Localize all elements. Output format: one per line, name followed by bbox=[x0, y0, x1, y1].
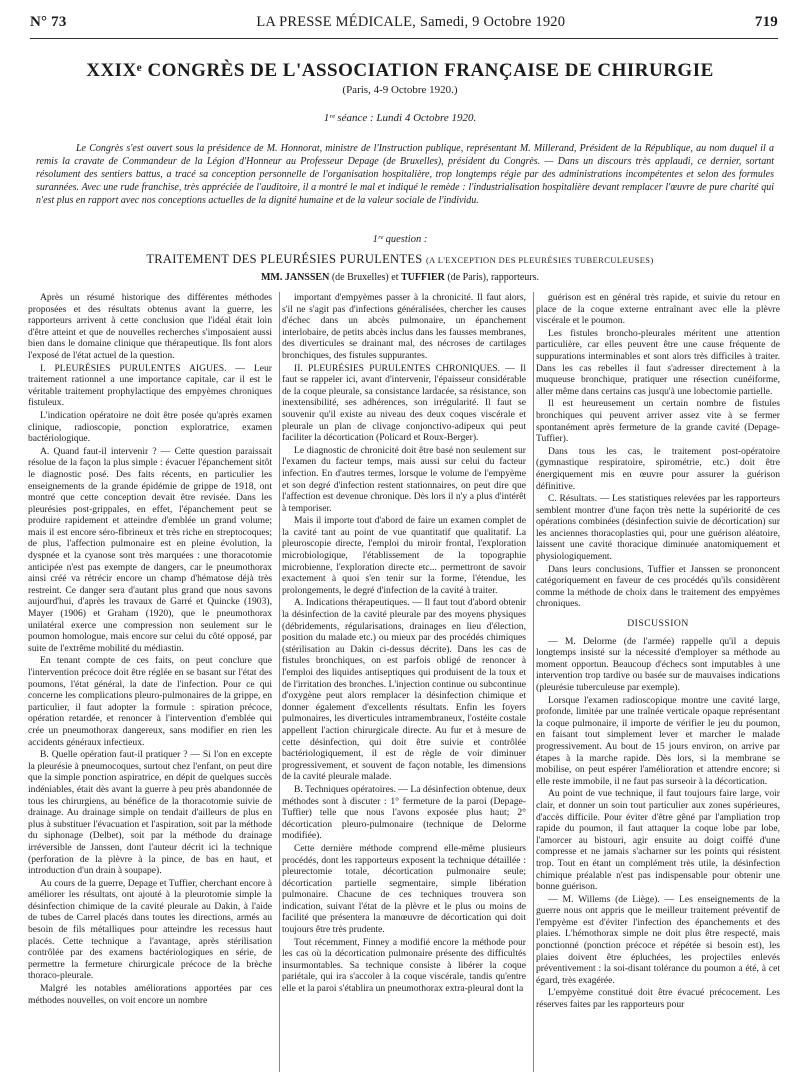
column-divider bbox=[533, 292, 534, 1072]
congress-title: XXIXᵉ CONGRÈS DE L'ASSOCIATION FRANÇAISE DE CHIRURGIE bbox=[86, 60, 714, 81]
issue-number: N° 73 bbox=[30, 14, 67, 30]
question-label: 1ʳᵉ question : bbox=[372, 234, 428, 245]
rapporteur-janssen-place: (de Bruxelles) et bbox=[329, 272, 401, 283]
paragraph: — M. Willems (de Liège). — Les enseignements de la guerre nous ont appris que le meilleur traitement préventif de l'empyème est d'éviter l'infection des épanchements et des plaies. L'hémothorax simple ne doit plus être respecté, mais ponctionné (ponction précoce et répétée si besoin est), les plaies doivent être épluchées, les projectiles enlevés préventivement : la soi-disant tolérance du poumon a été, à cet égard, très exagérée. bbox=[536, 893, 780, 986]
intro-paragraph: Le Congrès s'est ouvert sous la présidence de M. Honnorat, ministre de l'Instruction publique, représentant M. Millerand, Président de la République, au nom duquel il a remis la cravate de Commandeur de la Légion d'Honneur au Professeur Depage (de Bruxelles), président du Congrès. — Dans un discours très applaudi, ce dernier, sortant résolument des sentiers battus, a tracé sa conception personnelle de l'organisation hospitalière, trop longtemps régie par des administrations incompétentes et selon des formules surannées. Avec une rude franchise, très appréciée de l'auditoire, il a montré le mal et indiqué le remède : l'industrialisation hospitalière devant remplacer l'œuvre de pure charité qui n'est plus en rapport avec nos conceptions actuelles de la dignité humaine et de la valeur sociale de l'individu. bbox=[36, 143, 774, 206]
paragraph: Le diagnostic de chronicité doit être basé non seulement sur l'examen du facteur temps, mais aussi sur celui du facteur infection. En d'autres termes, lorsque le volume de l'empyème et son degré d'infection restent stationnaires, on peut dire que l'affection est devenue chronique. Dès lors il n'y a plus d'intérêt à temporiser. bbox=[282, 444, 526, 514]
rapporteur-janssen: MM. JANSSEN bbox=[260, 272, 330, 283]
paragraph: Dans tous les cas, le traitement post-opératoire (gymnastique respiratoire, spirométrie, etc.) doit être énergiquement mis en œuvre pour assurer la guérison définitive. bbox=[536, 445, 780, 492]
paragraph: Lorsque l'examen radioscopique montre une cavité large, profonde, limitée par une traînée verticale opaque représentant la coque pulmonaire, il importe de vérifier le jeu du poumon, en faisant tout simplement lever et marcher le malade progressivement. Au bout de 15 jours environ, on arrive par étapes à la marche rapide. Dès lors, si la membrane se mobilise, on peut espérer l'amélioration et attendre encore; si elle reste immobile, il ne faut pas surseoir à la décortication. bbox=[536, 694, 780, 787]
paragraph: Mais il importe tout d'abord de faire un examen complet de la cavité tant au point de vue quantitatif que qualitatif. La pleuroscopie directe, l'emploi du miroir frontal, l'exploration microbiologique, l'établissement de la topographie microbienne, l'exploration directe etc... permettront de savoir exactement à quoi s'en tenir sur la forme, l'étendue, les prolongements, le degré d'infection de la cavité à traiter. bbox=[282, 515, 526, 596]
column-divider bbox=[279, 292, 280, 1072]
session-label: 1ʳᵉ séance : Lundi 4 Octobre 1920. bbox=[323, 112, 477, 124]
paragraph: Dans leurs conclusions, Tuffier et Janssen se prononcent catégoriquement en faveur de ces procédés qu'ils considèrent comme la méthode de choix dans le traitement des empyèmes chroniques. bbox=[536, 563, 780, 610]
paragraph: B. Techniques opératoires. — La désinfection obtenue, deux méthodes sont à discuter : 1° fermeture de la paroi (Depage-Tuffier) telle que nous l'avons exposée plus haut; 2° décortication pleuro-pulmonaire (technique de Delorme modifiée). bbox=[282, 783, 526, 842]
rapporteur-tuffier: TUFFIER bbox=[400, 272, 445, 283]
paragraph: Au cours de la guerre, Depage et Tuffier, cherchant encore à améliorer les résultats, ont ajouté à la pleurotomie simple la désinfection chimique de la cavité pleurale au Dakin, à l'aide de tubes de Carrel placés dans toutes les directions, armés au besoin de fils métalliques pour atteindre les recessus haut placés. Cette technique a l'avantage, après stérilisation contrôlée par des examens bactériologiques en série, de permettre la fermeture chirurgicale précoce de la brèche thoraco-pleurale. bbox=[28, 877, 272, 982]
journal-title: LA PRESSE MÉDICALE, Samedi, 9 Octobre 1920 bbox=[256, 14, 566, 30]
paragraph: Après un résumé historique des différentes méthodes proposées et des résultats obtenus avant la guerre, les rapporteurs arrivent à cette conclusion que l'idéal était loin d'être atteint et que de nouvelles recherches s'imposaient aussi bien dans le domaine clinique que thérapeutique. Ils font alors l'exposé de l'état actuel de la question. bbox=[28, 292, 272, 361]
paragraph: L'empyème constitué doit être évacué précocement. Les réserves faites par les rapporteurs pour bbox=[536, 987, 780, 1011]
paragraph: Tout récemment, Finney a modifié encore la méthode pour les cas où la décortication pulmonaire présente des difficultés insurmontables. Sa technique consiste à libérer la coque pariétale, qui ira s'accoler à la coque viscérale, tandis qu'entre elle et la paroi s'établira un pneumothorax extra-pleural dont la bbox=[282, 936, 526, 995]
paragraph: Au point de vue technique, il faut toujours faire large, voir clair, et donner un soin tout particulier aux zones supérieures, d'accès difficile. Pour éviter d'être gêné par l'ampliation trop rapide du poumon, il faut attaquer la coque lobe par lobe, l'amorcer au bistouri, agir ensuite au doigt coiffé d'une compresse et ne jamais s'acharner sur les points qui résistent trop. Tout en étant un complément très utile, la désinfection chimique préalable n'est pas indispensable pour obtenir une bonne guérison. bbox=[536, 788, 780, 893]
topic-heading bbox=[0, 252, 800, 267]
congress-dates: (Paris, 4-9 Octobre 1920.) bbox=[342, 84, 458, 96]
rapporteurs-line bbox=[0, 272, 800, 283]
header-rule bbox=[30, 38, 778, 39]
column-1 bbox=[28, 292, 272, 1072]
paragraph: II. PLEURÉSIES PURULENTES CHRONIQUES. — Il faut se rappeler ici, avant d'intervenir, l'épaisseur considérable de la coque pleurale, sa consistance lardacée, sa résistance, son inextensibilité, ses adhérences, son irrégularité. Il faut se souvenir qu'il existe au niveau des deux coques viscérale et pleurale un plan de clivage conjonctivo-adipeux qui peut faciliter la décortication (Policard et Roux-Berger). bbox=[282, 362, 526, 444]
paragraph: important d'empyèmes passer à la chronicité. Il faut alors, s'il ne s'agit pas d'infections généralisées, chercher les causes d'échec dans un abcès pulmonaire, un épanchement interlobaire, de petits abcès inclus dans les fausses membranes, des diverticules se drainant mal, des nécroses de cartilages bronchiques, des fistules suppurantes. bbox=[282, 292, 526, 361]
paragraph: A. Quand faut-il intervenir ? — Cette question paraissait résolue de la façon la plus simple : évacuer l'épanchement sitôt le diagnostic posé. Des faits récents, en particulier les enseignements de la grande épidémie de grippe de 1918, ont montré que cette conception devait être revisée. Dans les pleurésies post-grippales, en effet, l'épanchement peut se produire rapidement et atteindre d'emblée un grand volume; mais il est encore séro-fibrineux et très riche en streptocoques; de plus, l'affection pulmonaire est en pleine évolution, la dyspnée et la cyanose sont très marquées : une thoracotomie anticipée n'est pas exempte de dangers, car le pneumothorax ainsi créé va rétrécir encore un champ d'hématose déjà très restreint. Ce danger sera d'autant plus grand que nous savons aujourd'hui, d'après les travaux de Garré et Quincke (1903), Mayer (1906) et Graham (1920), que le pneumothorax unilatéral exerce une compression non seulement sur le poumon homologue, mais encore sur celui du côté opposé, par suite de l'extrême mobilité du médiastin. bbox=[28, 445, 272, 654]
paragraph: C. Résultats. — Les statistiques relevées par les rapporteurs semblent montrer d'une façon très nette la supériorité de ces opérations combinées (désinfection suivie de décortication) sur les anciennes thoracoplasties qui, pour une guérison aléatoire, laissent une cavité thoracique diminuée anatomiquement et physiologiquement. bbox=[536, 493, 780, 563]
paragraph: Il est heureusement un certain nombre de fistules bronchiques qui peuvent arriver assez vite à se fermer spontanément après fermeture de la grande cavité (Depage-Tuffier). bbox=[536, 398, 780, 445]
paragraph: Cette dernière méthode comprend elle-même plusieurs procédés, dont les rapporteurs exposent la technique détaillée : pleurectomie totale, décortication pulmonaire seule; décortication partielle segmentaire, simple libération pulmonaire. Chacune de ces techniques trouvera son indication, suivant l'état de la plèvre et le plus ou moins de facilité que présentera la manœuvre de décortication qui doit toujours être très prudente. bbox=[282, 842, 526, 936]
paragraph: A. Indications thérapeutiques. — Il faut tout d'abord obtenir la désinfection de la cavité pleurale par des moyens physiques (débridements, régularisations, drainages en lieu d'élection, position du malade etc.) ou mieux par des procédés chimiques (stérilisation au Dakin ci-dessus décrite). Dans les cas de fistules bronchiques, on est parfois obligé de renoncer à l'emploi des liquides antiseptiques qui produisent de la toux et de l'irritation des bronches. L'injection continue ou subcontinue d'oxygène peut alors remplacer la désinfection chimique et donner également d'excellents résultats. Enfin les foyers pulmonaires, les diverticules intramembraneux, l'ostéite costale appellent l'action chirurgicale directe. Au fur et à mesure de cette désinfection, qui doit être suivie et contrôlée bactériologiquement, il est de règle de voir diminuer progressivement, et souvent de façon notable, les dimensions de la cavité pleurale malade. bbox=[282, 597, 526, 783]
column-2 bbox=[282, 292, 526, 1072]
paragraph: Malgré les notables améliorations apportées par ces méthodes nouvelles, on voit encore un nombre bbox=[28, 983, 272, 1006]
discussion-heading: DISCUSSION bbox=[627, 618, 689, 630]
article-columns bbox=[28, 292, 778, 1072]
paragraph: — M. Delorme (de l'armée) rappelle qu'il a depuis longtemps insisté sur la nécessité d'employer sa méthode au moment opportun. Beaucoup d'échecs sont imputables à une intervention trop tardive ou basée sur de mauvaises indications (pleurésie tuberculeuse par exemple). bbox=[536, 635, 780, 693]
topic-title: TRAITEMENT DES PLEURÉSIES PURULENTES bbox=[146, 252, 423, 266]
paragraph: B. Quelle opération faut-il pratiquer ? — Si l'on en excepte la pleurésie à pneumocoques, surtout chez l'enfant, on peut dire que la simple ponction aspiratrice, en dépit de quelques succès indéniables, était dès avant la guerre à peu près abandonnée de tous les chirurgiens, au bénéfice de la thoracotomie suivie de drainage. Au drainage simple on tendait d'ailleurs de plus en plus à substituer l'évacuation et l'aspiration, soit par la méthode du siphonage (Delbet), soit par la méthode du drainage irréversible de Janssen, dont l'auteur décrit ici la technique (perforation de la plèvre à la pince, de bas en haut, et introduction d'un drain à soupape). bbox=[28, 749, 272, 877]
running-header bbox=[30, 14, 778, 36]
paragraph: I. PLEURÉSIES PURULENTES AIGUES. — Leur traitement rationnel a une importance capitale, car il est le véritable traitement prophylactique des empyèmes chroniques fistuleux. bbox=[28, 362, 272, 409]
rapporteur-tuffier-place: (de Paris), rapporteurs. bbox=[444, 272, 540, 283]
paragraph: Les fistules broncho-pleurales méritent une attention particulière, car elles peuvent être une cause fréquente de suppurations interminables et sont alors très difficiles à traiter. Dans les cas rebelles il faut s'adresser directement à la muqueuse bronchique, pratiquer une résection cunéiforme, aller même dans certains cas jusqu'à une lobectomie partielle. bbox=[536, 327, 780, 397]
paragraph: L'indication opératoire ne doit être posée qu'après examen clinique, radioscopie, ponction exploratrice, examen bactériologique. bbox=[28, 409, 272, 445]
paragraph: En tenant compte de ces faits, on peut conclure que l'intervention précoce doit être réglée en se basant sur l'état des poumons, l'état général, la date de l'infection. Pour ce qui concerne les complications pleuro-pulmonaires de la grippe, en particulier, il faut adopter la formule : spiration précoce, opération retardée, et renoncer à l'intervention d'emblée qui crée un pneumothorax dangereux, sans modifier en rien les accidents généraux infectieux. bbox=[28, 655, 272, 748]
page-number: 719 bbox=[754, 14, 778, 30]
column-3 bbox=[536, 292, 780, 1072]
paragraph: guérison est en général très rapide, et suivie du retour en place de la coque externe entraînant avec elle la plèvre viscérale et le poumon. bbox=[536, 292, 780, 327]
topic-subtitle: (A L'EXCEPTION DES PLEURÉSIES TUBERCULEUSES) bbox=[425, 255, 654, 265]
